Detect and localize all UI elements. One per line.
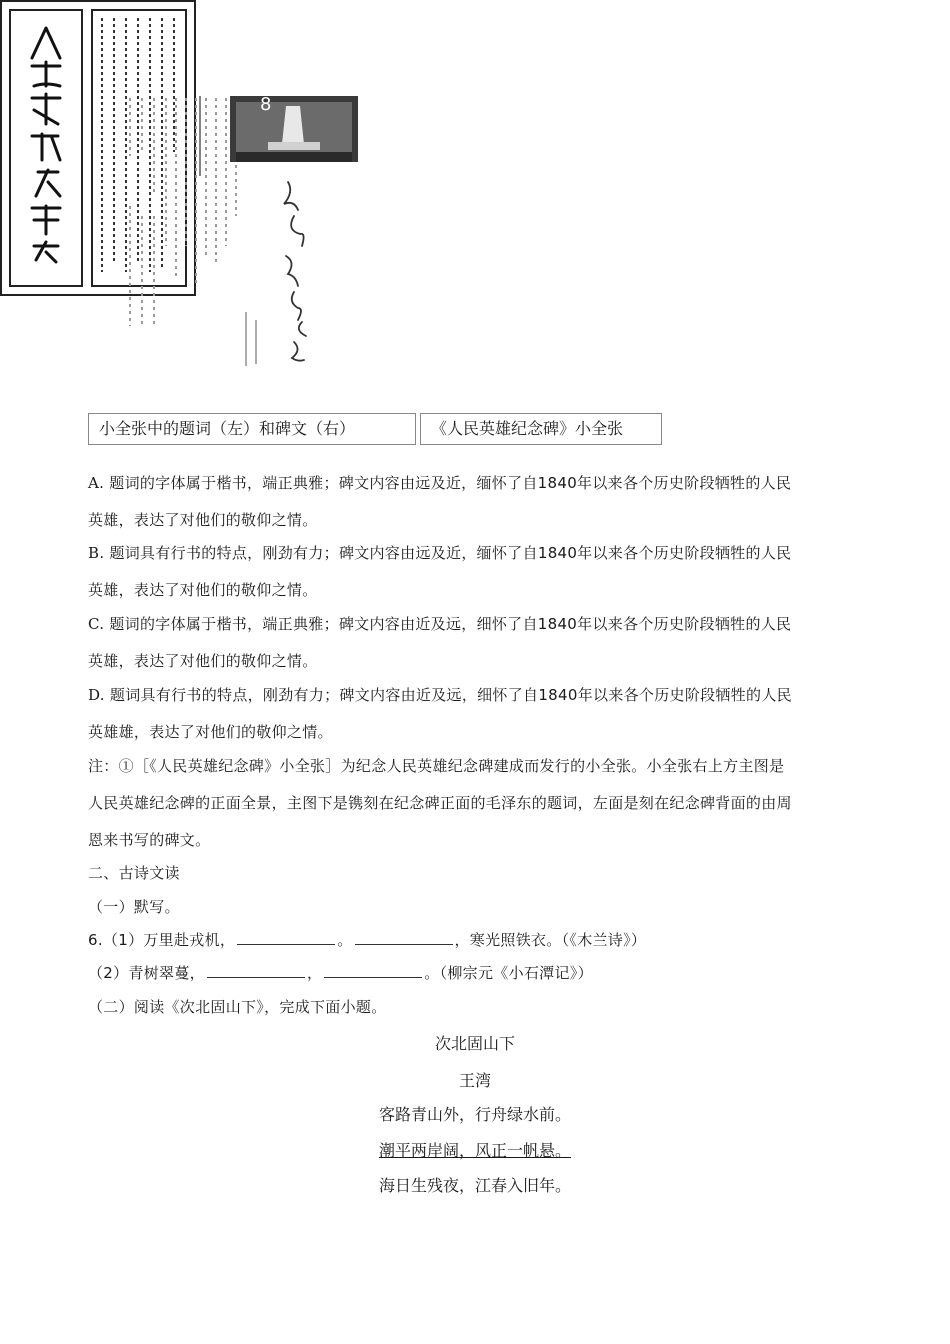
option-c-tail: 年以来各个历史阶段牺牲的人民 [577, 615, 792, 633]
answer-blank-1[interactable] [237, 930, 335, 945]
question-number: 6. [88, 931, 103, 949]
part-1-sep: 。 [337, 931, 353, 949]
part-2-sep: ， [306, 964, 323, 982]
answer-blank-2[interactable] [355, 930, 453, 945]
stamp-sheet-illustration [118, 86, 398, 386]
stamp-sheet-figure [118, 86, 398, 386]
answer-blank-4[interactable] [324, 963, 422, 978]
note-line-1: 注：①［《人民英雄纪念碑》小全张］为纪念人民英雄纪念碑建成而发行的小全张。小全张右上方主图是 [88, 757, 785, 775]
option-d-year: 1840 [538, 686, 578, 704]
part-1-prompt: 万里赴戎机， [143, 931, 236, 949]
option-a-year: 1840 [537, 474, 578, 492]
option-a-line2: 英雄，表达了对他们的敬仰之情。 [88, 511, 318, 529]
option-b-line1 [88, 542, 791, 563]
part-1-label: （1） [102, 931, 144, 949]
question-6-part-1 [88, 929, 646, 950]
part-2-label: （2） [88, 964, 129, 982]
part-1-tail: ，寒光照铁衣。（《木兰诗》） [454, 931, 647, 949]
part-2-tail: 。（柳宗元《小石潭记》） [424, 964, 593, 982]
poem-author: 王湾 [458, 1071, 491, 1090]
poem-line-2 [0, 1138, 950, 1161]
poem-line-1: 客路青山外，行舟绿水前。 [378, 1105, 571, 1124]
answer-blank-3[interactable] [207, 963, 305, 978]
option-c-line1 [88, 613, 791, 634]
option-c-line2: 英雄，表达了对他们的敬仰之情。 [88, 652, 318, 670]
poem-line-3: 海日生残夜，江春入旧年。 [378, 1176, 571, 1195]
option-a-tail: 年以来各个历史阶段牺牲的人民 [577, 474, 792, 492]
poem-title: 次北固山下 [434, 1034, 515, 1053]
option-c-text: C. 题词的字体属于楷书，端正典雅；碑文内容由近及远，细怀了自 [88, 615, 538, 633]
option-b-text: B. 题词具有行书的特点，刚劲有力；碑文内容由远及近，缅怀了自 [88, 544, 538, 562]
stamp [230, 96, 358, 162]
option-a-text: A. 题词的字体属于楷书，端正典雅；碑文内容由远及近，缅怀了自 [88, 474, 538, 492]
poem-line-2-text: 潮平两岸阔，风正一帆悬。 [378, 1141, 571, 1160]
option-d-text: D. 题词具有行书的特点，刚劲有力；碑文内容由近及远，细怀了自 [88, 686, 539, 704]
stamp-value: 8 [260, 94, 272, 115]
figure-caption-left: 小全张中的题词（左）和碑文（右） [88, 413, 416, 445]
option-b-tail: 年以来各个历史阶段牺牲的人民 [577, 544, 792, 562]
subsection-2-title: （二）阅读《次北固山下》，完成下面小题。 [88, 998, 387, 1016]
note-line-2: 人民英雄纪念碑的正面全景，主图下是镌刻在纪念碑正面的毛泽东的题词，左面是刻在纪念碑背面的由周 [88, 794, 792, 812]
option-b-year: 1840 [537, 544, 578, 562]
note-line-3: 恩来书写的碑文。 [88, 831, 211, 849]
option-d-tail: 年以来各个历史阶段牺牲的人民 [577, 686, 792, 704]
section-2-title: 二、古诗文读 [88, 864, 180, 882]
option-d-line1 [88, 684, 792, 705]
option-b-line2: 英雄，表达了对他们的敬仰之情。 [88, 581, 318, 599]
option-d-line2: 英雄雄，表达了对他们的敬仰之情。 [88, 723, 333, 741]
option-c-year: 1840 [537, 615, 578, 633]
option-a-line1 [88, 472, 791, 493]
subsection-1-title: （一）默写。 [88, 898, 180, 916]
part-2-prompt: 青树翠蔓， [128, 964, 205, 982]
question-6-part-2 [88, 962, 593, 983]
figure-caption-right: 《人民英雄纪念碑》小全张 [420, 413, 662, 445]
